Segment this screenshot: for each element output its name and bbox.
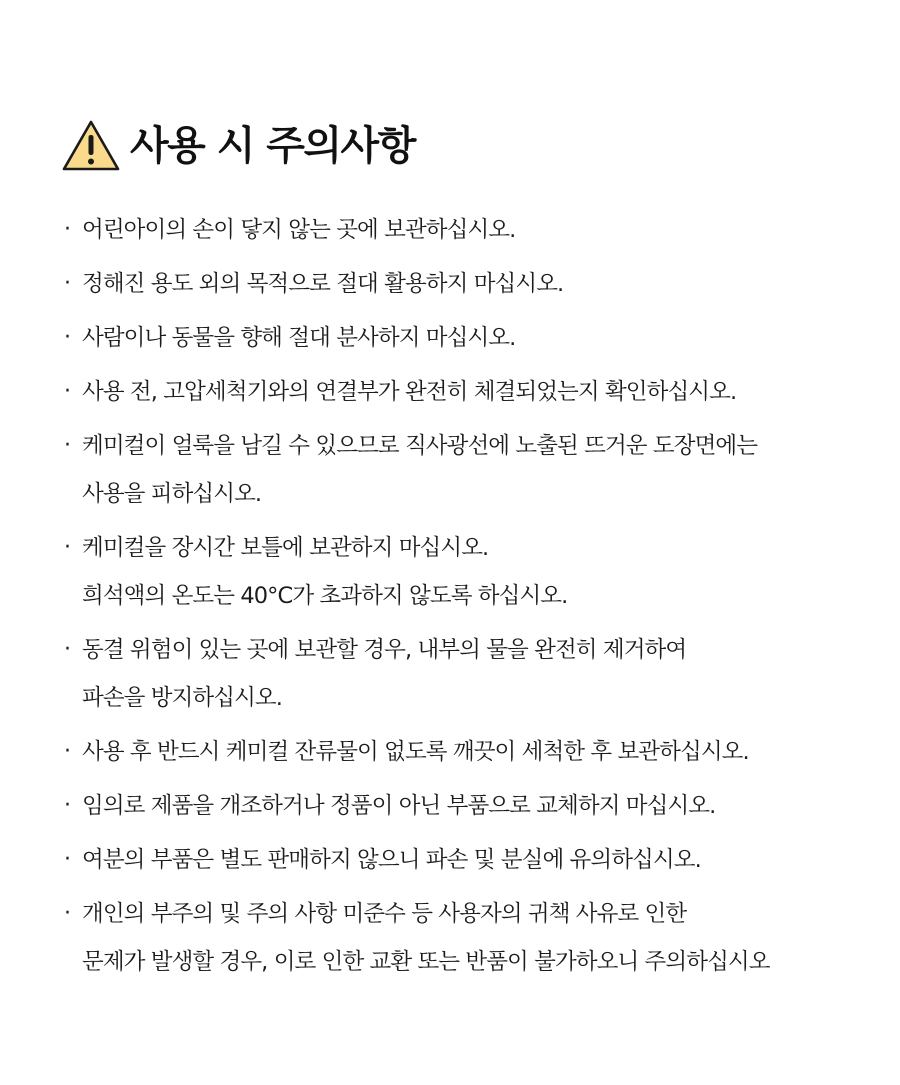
list-item [60,890,900,986]
list-item [60,626,900,722]
list-item-text: 케미컬이 얼룩을 남길 수 있으므로 직사광선에 노출된 뜨거운 도장면에는 [82,433,758,459]
list-item-text: 사용을 피하십시오. [82,481,262,507]
bullet-dot: · [64,847,71,872]
list-item [60,260,900,308]
list-item-text: 여분의 부품은 별도 판매하지 않으니 파손 및 분실에 유의하십시오. [82,847,701,873]
list-item-text: 파손을 방지하십시오. [82,685,283,711]
list-item [60,422,900,518]
list-item [60,782,900,830]
list-item-text: 사용 후 반드시 케미컬 잔류물이 없도록 깨끗이 세척한 후 보관하십시오. [82,739,749,765]
header [60,118,900,174]
bullet-dot: · [64,535,71,560]
bullet-dot: · [64,325,71,350]
bullet-dot: · [64,217,71,242]
list-item [60,206,900,254]
list-item-text: 희석액의 온도는 40°C가 초과하지 않도록 하십시오. [82,583,568,609]
list-item [60,368,900,416]
bullet-dot: · [64,739,71,764]
list-item [60,524,900,620]
list-item [60,836,900,884]
bullet-dot: · [64,433,71,458]
list-item [60,728,900,776]
list-item-text: 임의로 제품을 개조하거나 정품이 아닌 부품으로 교체하지 마십시오. [82,793,716,819]
bullet-dot: · [64,379,71,404]
bullet-dot: · [64,793,71,818]
list-item [60,314,900,362]
bullet-dot: · [64,271,71,296]
page-title: 사용 시 주의사항 [130,123,415,169]
list-item-text: 문제가 발생할 경우, 이로 인한 교환 또는 반품이 불가하오니 주의하십시오 [82,949,770,975]
list-item-text: 동결 위험이 있는 곳에 보관할 경우, 내부의 물을 완전히 제거하여 [82,637,687,663]
caution-list [60,206,900,986]
list-item-text: 케미컬을 장시간 보틀에 보관하지 마십시오. [82,535,489,561]
warning-icon [60,118,122,174]
list-item-text: 사람이나 동물을 향해 절대 분사하지 마십시오. [82,325,516,351]
list-item-text: 정해진 용도 외의 목적으로 절대 활용하지 마십시오. [82,271,564,297]
bullet-dot: · [64,901,71,926]
list-item-text: 개인의 부주의 및 주의 사항 미준수 등 사용자의 귀책 사유로 인한 [82,901,687,927]
bullet-dot: · [64,637,71,662]
list-item-text: 어린아이의 손이 닿지 않는 곳에 보관하십시오. [82,217,516,243]
list-item-text: 사용 전, 고압세척기와의 연결부가 완전히 체결되었는지 확인하십시오. [82,379,737,405]
